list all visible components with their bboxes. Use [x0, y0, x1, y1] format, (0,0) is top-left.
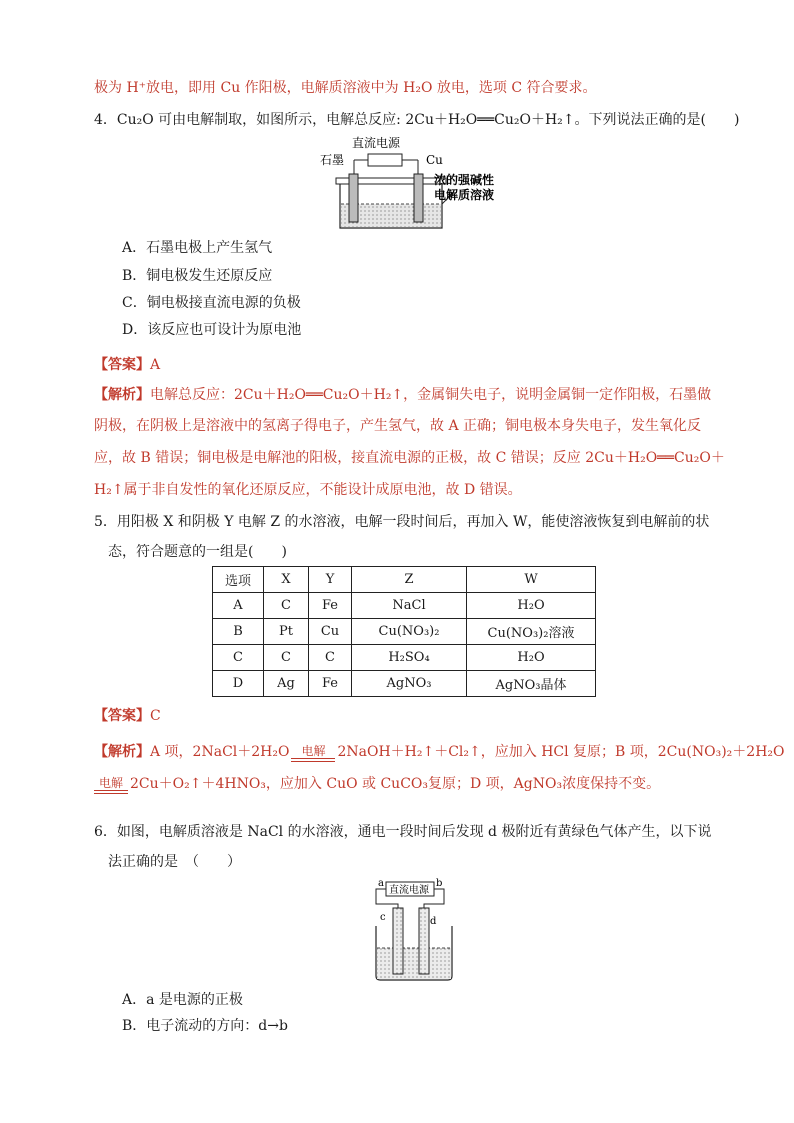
q5-header-y: Y — [309, 567, 352, 593]
q6-stem-2: 法正确的是 （ ） — [108, 854, 241, 870]
q4-option-b: B．铜电极发生还原反应 — [122, 268, 273, 284]
q6-label-c: c — [380, 912, 386, 923]
q4-graphite-electrode — [349, 174, 358, 222]
q5-answer-label: 【答案】 — [94, 708, 150, 724]
q5-analysis-line-2 — [94, 774, 660, 794]
q5-analysis-text-1b: 2NaOH＋H₂↑＋Cl₂↑，应加入 HCl 复原；B 项，2Cu(NO₃)₂＋2H₂O — [337, 744, 785, 760]
q5-header-w: W — [467, 567, 596, 593]
q6-electrode-c — [393, 908, 403, 974]
q4-analysis-label: 【解析】 — [94, 387, 150, 403]
q4-option-a: A．石墨电极上产生氢气 — [122, 240, 273, 256]
table-row — [213, 645, 596, 671]
q6-option-b: B．电子流动的方向：d→b — [122, 1018, 288, 1034]
q4-analysis-line-1 — [94, 385, 711, 405]
q6-solution — [377, 948, 451, 979]
q5-analysis-text-2b: 2Cu＋O₂↑＋4HNO₃，应加入 CuO 或 CuCO₃复原；D 项，AgNO₃浓度保持不变。 — [130, 776, 661, 792]
q4-option-d: D．该反应也可设计为原电池 — [122, 322, 302, 338]
q5-electrolysis-arrow-1 — [291, 745, 335, 762]
q5-header-option: 选项 — [213, 567, 264, 593]
table-cell: AgNO₃ — [352, 671, 467, 697]
q6-source-label: 直流电源 — [389, 885, 429, 896]
q4-analysis-line-3: 应，故 B 错误；铜电极是电解池的阳极，接直流电源的正极，故 C 错误；反应 2Cu＋H₂O══Cu₂O＋ — [94, 450, 725, 466]
q5-analysis-text-1a: A 项，2NaCl＋2H₂O — [150, 744, 290, 760]
q5-table-header — [213, 567, 596, 593]
table-cell: C — [264, 645, 309, 671]
q5-stem-2: 态，符合题意的一组是( ) — [108, 544, 287, 560]
table-cell: D — [213, 671, 264, 697]
table-cell: H₂O — [467, 593, 596, 619]
table-cell: B — [213, 619, 264, 645]
table-cell: C — [309, 645, 352, 671]
table-cell: Cu — [309, 619, 352, 645]
q4-solution-label-1: 浓的强碱性 — [434, 173, 495, 187]
q4-analysis-line-4: H₂↑属于非自发性的氧化还原反应，不能设计成原电池，故 D 错误。 — [94, 482, 522, 498]
table-cell: A — [213, 593, 264, 619]
q6-option-a: A．a 是电源的正极 — [122, 992, 243, 1008]
q5-stem-1: 5．用阳极 X 和阴极 Y 电解 Z 的水溶液，电解一段时间后，再加入 W，能使溶液恢复到电解前的状 — [94, 514, 710, 530]
q4-cu-electrode — [414, 174, 423, 222]
table-cell: C — [264, 593, 309, 619]
q5-condition-2: 电解 — [98, 776, 123, 790]
q5-analysis-label: 【解析】 — [94, 744, 150, 760]
q5-answer — [94, 706, 161, 726]
q6-electrolysis-diagram — [368, 876, 468, 982]
q3-tail-text: 极为 H⁺放电，即用 Cu 作阳极，电解质溶液中为 H₂O 放电，选项 C 符合要求。 — [94, 80, 597, 96]
q5-table — [212, 566, 596, 697]
q4-option-c: C．铜电极接直流电源的负极 — [122, 295, 301, 311]
q4-analysis-text-1: 电解总反应：2Cu＋H₂O══Cu₂O＋H₂↑，金属铜失电子，说明金属铜一定作阳极，石墨做 — [150, 387, 712, 403]
q4-answer-label: 【答案】 — [94, 357, 150, 373]
q5-analysis-line-1 — [94, 742, 785, 762]
q4-answer-value: A — [150, 357, 161, 373]
q4-analysis-line-2: 阴极，在阴极上是溶液中的氢离子得电子，产生氢气，故 A 正确；铜电极本身失电子，发生氧化反 — [94, 418, 702, 434]
q6-label-d: d — [430, 916, 437, 927]
table-cell: Cu(NO₃)₂ — [352, 619, 467, 645]
table-cell: Cu(NO₃)₂溶液 — [467, 619, 596, 645]
q4-source-label: 直流电源 — [352, 136, 401, 150]
q5-header-x: X — [264, 567, 309, 593]
q5-electrolysis-arrow-2 — [94, 777, 128, 794]
q6-electrode-d — [419, 908, 429, 974]
q5-header-z: Z — [352, 567, 467, 593]
q6-stem-1: 6．如图，电解质溶液是 NaCl 的水溶液，通电一段时间后发现 d 极附近有黄绿色气体产生，以下说 — [94, 824, 712, 840]
q5-answer-value: C — [150, 708, 161, 724]
table-cell: Fe — [309, 593, 352, 619]
table-cell: H₂SO₄ — [352, 645, 467, 671]
table-cell: Fe — [309, 671, 352, 697]
table-cell: NaCl — [352, 593, 467, 619]
table-cell: Pt — [264, 619, 309, 645]
q4-graphite-label: 石墨 — [320, 153, 345, 167]
q4-cu-label: Cu — [426, 153, 443, 167]
table-row — [213, 671, 596, 697]
table-cell: C — [213, 645, 264, 671]
table-cell: Ag — [264, 671, 309, 697]
q6-label-b: b — [436, 878, 443, 889]
q5-condition-1: 电解 — [301, 744, 326, 758]
q6-label-a: a — [378, 878, 384, 889]
q4-power-source — [368, 154, 402, 166]
table-row — [213, 619, 596, 645]
table-cell: AgNO₃晶体 — [467, 671, 596, 697]
q4-electrolysis-diagram — [316, 134, 516, 234]
table-row — [213, 593, 596, 619]
q4-stem: 4．Cu₂O 可由电解制取，如图所示，电解总反应: 2Cu＋H₂O══Cu₂O＋H₂↑。下列说法正确的是( ) — [94, 112, 740, 128]
table-cell: H₂O — [467, 645, 596, 671]
q4-answer — [94, 355, 160, 375]
q4-solution-label-2: 电解质溶液 — [434, 188, 495, 202]
